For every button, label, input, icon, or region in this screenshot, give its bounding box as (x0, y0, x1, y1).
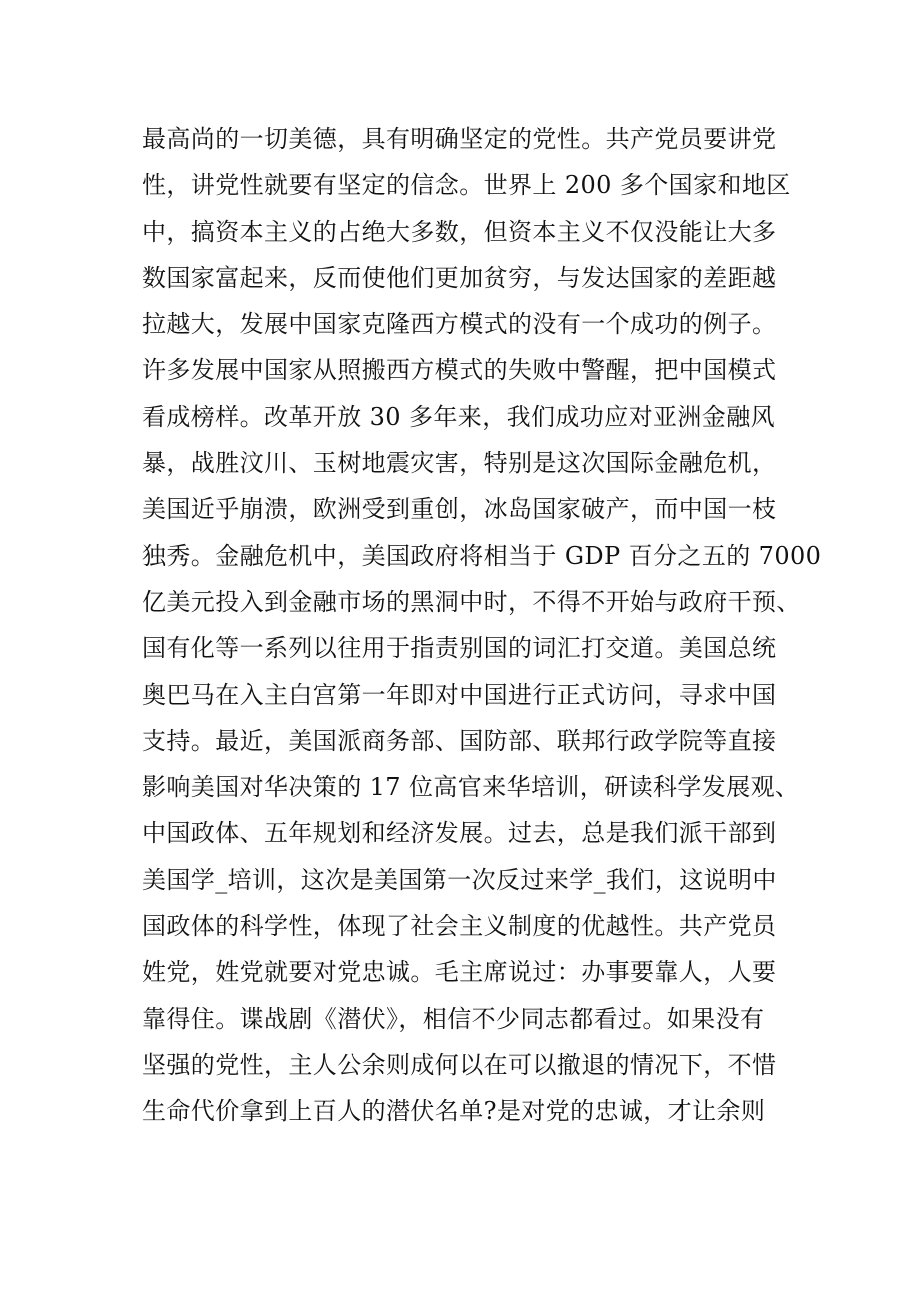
text-line: 国有化等一系列以往用于指责别国的词汇打交道。美国总统 (142, 634, 777, 663)
text-line: 支持。最近，美国派商务部、国防部、联邦行政学院等直接 (142, 726, 777, 755)
text-line: 最高尚的一切美德，具有明确坚定的党性。共产党员要讲党 (142, 125, 777, 153)
text-line: 性，讲党性就要有坚定的信念。世界上 200 多个国家和地区 (142, 171, 791, 200)
text-line: 许多发展中国家从照搬西方模式的失败中警醒，把中国模式 (142, 356, 777, 385)
text-line: 中，搞资本主义的占绝大多数，但资本主义不仅没能让大多 (142, 217, 777, 246)
text-line: 坚强的党性，主人公余则成何以在可以撤退的情况下，不惜 (142, 1050, 777, 1079)
body-text (142, 116, 822, 1135)
text-line: 数国家富起来，反而使他们更加贫穷，与发达国家的差距越 (142, 263, 777, 292)
text-line: 亿美元投入到金融市场的黑洞中时，不得不开始与政府干预、 (142, 587, 801, 616)
text-line: 影响美国对华决策的 17 位高官来华培训，研读科学发展观、 (142, 773, 800, 802)
text-line: 生命代价拿到上百人的潜伏名单?是对党的忠诚，才让余则 (142, 1097, 766, 1126)
text-line: 奥巴马在入主白宫第一年即对中国进行正式访问，寻求中国 (142, 680, 777, 709)
text-line: 独秀。金融危机中，美国政府将相当于 GDP 百分之五的 7000 (142, 541, 822, 570)
text-line: 美国学_培训，这次是美国第一次反过来学_我们，这说明中 (142, 865, 777, 894)
text-line: 靠得住。谍战剧《潜伏》，相信不少同志都看过。如果没有 (142, 1004, 765, 1033)
text-line: 美国近乎崩溃，欧洲受到重创，冰岛国家破产，而中国一枝 (142, 495, 777, 524)
text-line: 看成榜样。改革开放 30 多年来，我们成功应对亚洲金融风 (142, 402, 775, 431)
text-line: 中国政体、五年规划和经济发展。过去，总是我们派干部到 (142, 819, 777, 848)
text-line: 国政体的科学性，体现了社会主义制度的优越性。共产党员 (142, 912, 777, 941)
text-line: 暴，战胜汶川、玉树地震灾害，特别是这次国际金融危机， (142, 449, 777, 478)
text-line: 拉越大，发展中国家克隆西方模式的没有一个成功的例子。 (142, 310, 777, 339)
text-line: 姓党，姓党就要对党忠诚。毛主席说过：办事要靠人，人要 (142, 958, 777, 987)
